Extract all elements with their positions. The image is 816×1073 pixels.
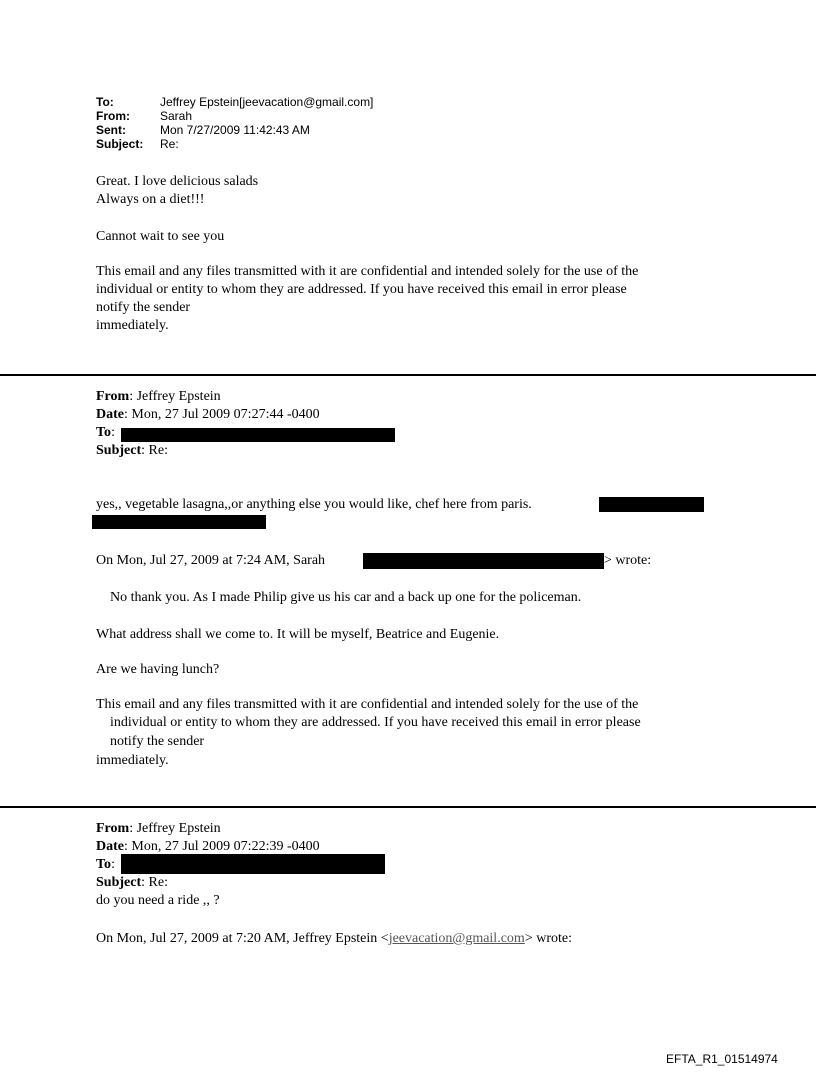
msg1-body-line-2: Always on a diet!!! (96, 192, 205, 207)
msg2-subject-row (96, 443, 168, 459)
msg3-from-value: : Jeffrey Epstein (129, 821, 221, 836)
msg3-from-row (96, 821, 221, 837)
msg1-to-label: To: (96, 95, 114, 109)
msg2-quote-wrote: > wrote: (604, 553, 652, 568)
msg3-subject-value: : Re: (141, 875, 168, 890)
msg2-date-label: Date (96, 407, 124, 422)
msg2-to-value: : (111, 425, 115, 440)
msg1-disclaimer-line-2: individual or entity to whom they are addressed. If you have received this email in error please (96, 282, 627, 297)
msg1-from-row (96, 110, 192, 122)
msg3-from-label: From (96, 821, 130, 836)
msg2-quoted-line-1: No thank you. As I made Philip give us his car and a back up one for the policeman. (110, 590, 582, 605)
msg2-from-label: From (96, 389, 130, 404)
msg2-date-value: : Mon, 27 Jul 2009 07:27:44 -0400 (124, 407, 320, 422)
msg1-sent-label: Sent: (96, 123, 126, 137)
msg3-quote-post: > wrote: (524, 931, 572, 946)
msg3-date-value: : Mon, 27 Jul 2009 07:22:39 -0400 (124, 839, 320, 854)
divider-2 (0, 806, 816, 808)
msg1-disclaimer-line-1: This email and any files transmitted with it are confidential and intended solely for the use of the (96, 264, 639, 279)
msg1-subject-label: Subject: (96, 137, 144, 151)
msg1-body-line-1: Great. I love delicious salads (96, 174, 259, 189)
msg1-body-line-3: Cannot wait to see you (96, 229, 225, 244)
msg2-subject-value: : Re: (141, 443, 168, 458)
msg1-to-row (96, 96, 373, 108)
bates-number: EFTA_R1_01514974 (666, 1052, 778, 1066)
email-link[interactable]: jeevacation@gmail.com (388, 931, 525, 946)
msg2-quoted-line-2: What address shall we come to. It will be myself, Beatrice and Eugenie. (96, 627, 500, 642)
msg1-from-label: From: (96, 109, 130, 123)
msg2-disclaimer-line-4: immediately. (96, 753, 169, 768)
msg2-quoted-line-3: Are we having lunch? (96, 662, 220, 677)
redaction-box (363, 553, 604, 569)
msg2-subject-label: Subject (96, 443, 142, 458)
msg3-quote-intro (96, 931, 572, 947)
msg2-body-line-1: yes,, vegetable lasagna,,or anything else you would like, chef here from paris. (96, 497, 532, 512)
msg1-sent-value: Mon 7/27/2009 11:42:43 AM (160, 123, 310, 137)
msg3-to-value: : (111, 857, 115, 872)
msg2-disclaimer-line-3: notify the sender (110, 734, 205, 749)
msg1-sent-row (96, 124, 310, 136)
msg3-subject-row (96, 875, 168, 891)
msg2-from-value: : Jeffrey Epstein (129, 389, 221, 404)
msg3-body-line-1: do you need a ride ,, ? (96, 893, 220, 908)
msg1-disclaimer-line-4: immediately. (96, 318, 169, 333)
redaction-box (121, 428, 395, 442)
msg1-subject-row (96, 138, 179, 150)
msg1-to-value: Jeffrey Epstein[jeevacation@gmail.com] (160, 95, 374, 109)
msg3-date-row (96, 839, 320, 855)
msg2-disclaimer-line-2: individual or entity to whom they are addressed. If you have received this email in error please (110, 715, 641, 730)
divider-1 (0, 374, 816, 376)
msg1-from-value: Sarah (160, 109, 193, 123)
msg2-to-row (96, 425, 115, 441)
msg3-date-label: Date (96, 839, 124, 854)
msg3-quote-pre: On Mon, Jul 27, 2009 at 7:20 AM, Jeffrey Epstein < (96, 931, 389, 946)
msg3-to-label: To (96, 857, 112, 872)
redaction-box (92, 515, 266, 529)
msg2-date-row (96, 407, 320, 423)
msg1-subject-value: Re: (160, 137, 179, 151)
msg1-disclaimer-line-3: notify the sender (96, 300, 191, 315)
redaction-box (121, 854, 385, 874)
msg2-from-row (96, 389, 221, 405)
msg3-subject-label: Subject (96, 875, 142, 890)
msg2-to-label: To (96, 425, 112, 440)
msg2-disclaimer-line-1: This email and any files transmitted with it are confidential and intended solely for the use of the (96, 697, 639, 712)
msg2-quote-intro: On Mon, Jul 27, 2009 at 7:24 AM, Sarah (96, 553, 326, 568)
msg3-to-row (96, 857, 115, 873)
redaction-box (599, 497, 704, 512)
